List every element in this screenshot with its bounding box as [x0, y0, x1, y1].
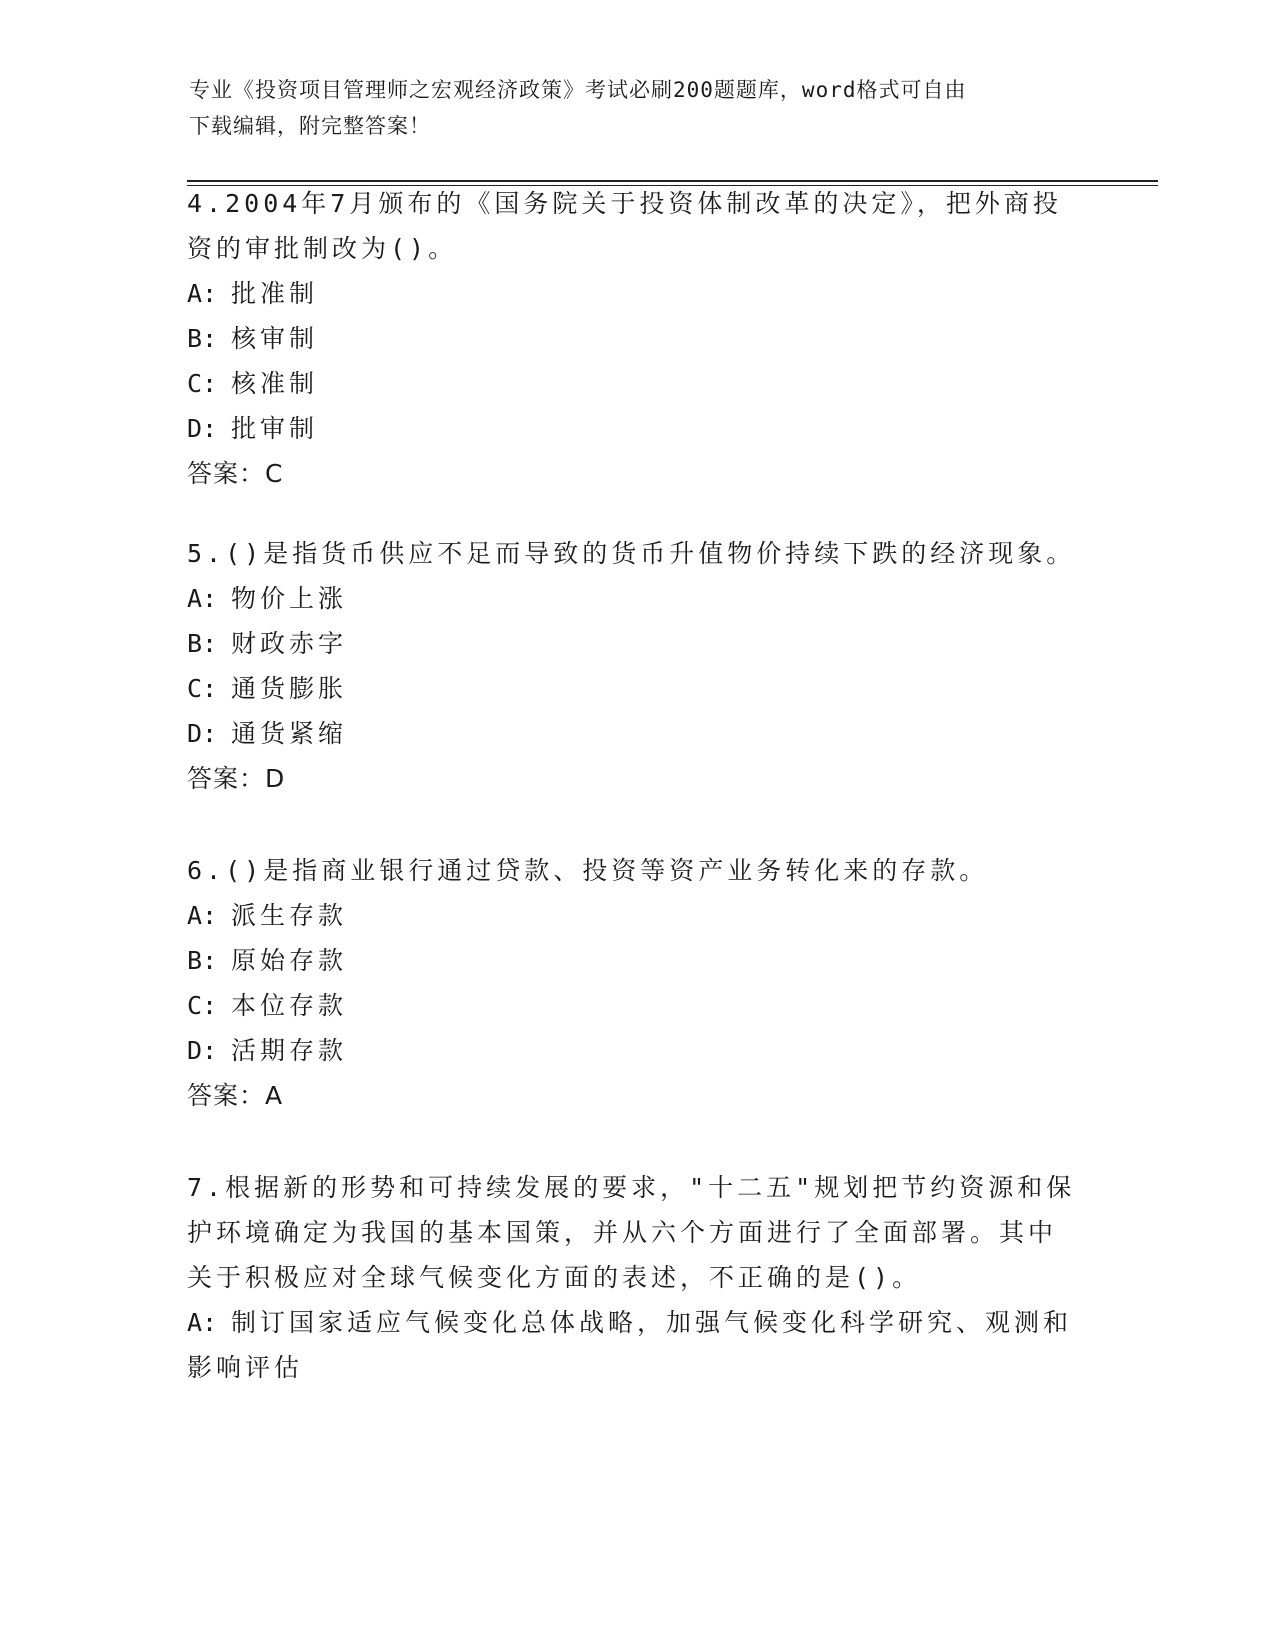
- header-line-2: 下载编辑，附完整答案！: [189, 114, 431, 138]
- option-letter: C:: [187, 674, 218, 703]
- header-line-1: 专业《投资项目管理师之宏观经济政策》考试必刷200题题库，word格式可自由: [189, 78, 967, 102]
- option-c: [187, 983, 1087, 1028]
- question-stem: 4.2004年7月颁布的《国务院关于投资体制改革的决定》，把外商投: [187, 189, 1062, 218]
- option-a: [187, 893, 1087, 938]
- option-d: [187, 1028, 1087, 1073]
- option-letter: A:: [187, 1308, 218, 1337]
- option-letter: A:: [187, 584, 218, 613]
- option-a: [187, 271, 1087, 316]
- option-text: 通货紧缩: [231, 719, 348, 748]
- option-letter: A:: [187, 901, 218, 930]
- question-4: [187, 181, 1087, 496]
- question-6: [187, 848, 1087, 1118]
- option-text: 批审制: [231, 414, 319, 443]
- question-5: [187, 531, 1087, 801]
- option-letter: C:: [187, 369, 218, 398]
- answer: 答案：C: [187, 459, 284, 488]
- option-letter: A:: [187, 279, 218, 308]
- option-letter: D:: [187, 1036, 218, 1065]
- option-c: [187, 666, 1087, 711]
- option-letter: B:: [187, 629, 218, 658]
- option-a: [187, 1300, 1087, 1345]
- question-stem: 5.()是指货币供应不足而导致的货币升值物价持续下跌的经济现象。: [187, 539, 1076, 568]
- option-text: 活期存款: [231, 1036, 348, 1065]
- option-text: 原始存款: [231, 946, 348, 975]
- question-7: [187, 1165, 1087, 1390]
- option-letter: B:: [187, 946, 218, 975]
- option-text: 财政赤字: [231, 629, 348, 658]
- option-text: 核审制: [231, 324, 319, 353]
- option-b: [187, 316, 1087, 361]
- answer: 答案：D: [187, 764, 286, 793]
- option-letter: D:: [187, 414, 218, 443]
- option-text: 核准制: [231, 369, 319, 398]
- question-stem: 6.()是指商业银行通过贷款、投资等资产业务转化来的存款。: [187, 856, 989, 885]
- option-text: 通货膨胀: [231, 674, 348, 703]
- option-b: [187, 938, 1087, 983]
- question-stem: 关于积极应对全球气候变化方面的表述，不正确的是()。: [187, 1263, 922, 1292]
- option-d: [187, 711, 1087, 756]
- option-text: 物价上涨: [231, 584, 348, 613]
- option-letter: D:: [187, 719, 218, 748]
- question-stem: 资的审批制改为()。: [187, 234, 458, 263]
- option-c: [187, 361, 1087, 406]
- option-text: 派生存款: [231, 901, 348, 930]
- question-stem: 护环境确定为我国的基本国策，并从六个方面进行了全面部署。其中: [187, 1218, 1058, 1247]
- answer: 答案：A: [187, 1081, 284, 1110]
- option-text: 制订国家适应气候变化总体战略，加强气候变化科学研究、观测和: [231, 1308, 1073, 1337]
- option-d: [187, 406, 1087, 451]
- option-letter: C:: [187, 991, 218, 1020]
- question-stem: 7.根据新的形势和可持续发展的要求，"十二五"规划把节约资源和保: [187, 1173, 1076, 1202]
- document-header: [189, 72, 1089, 144]
- option-letter: B:: [187, 324, 218, 353]
- option-a: [187, 576, 1087, 621]
- option-b: [187, 621, 1087, 666]
- option-text: 本位存款: [231, 991, 348, 1020]
- option-a-continued: 影响评估: [187, 1353, 304, 1382]
- option-text: 批准制: [231, 279, 319, 308]
